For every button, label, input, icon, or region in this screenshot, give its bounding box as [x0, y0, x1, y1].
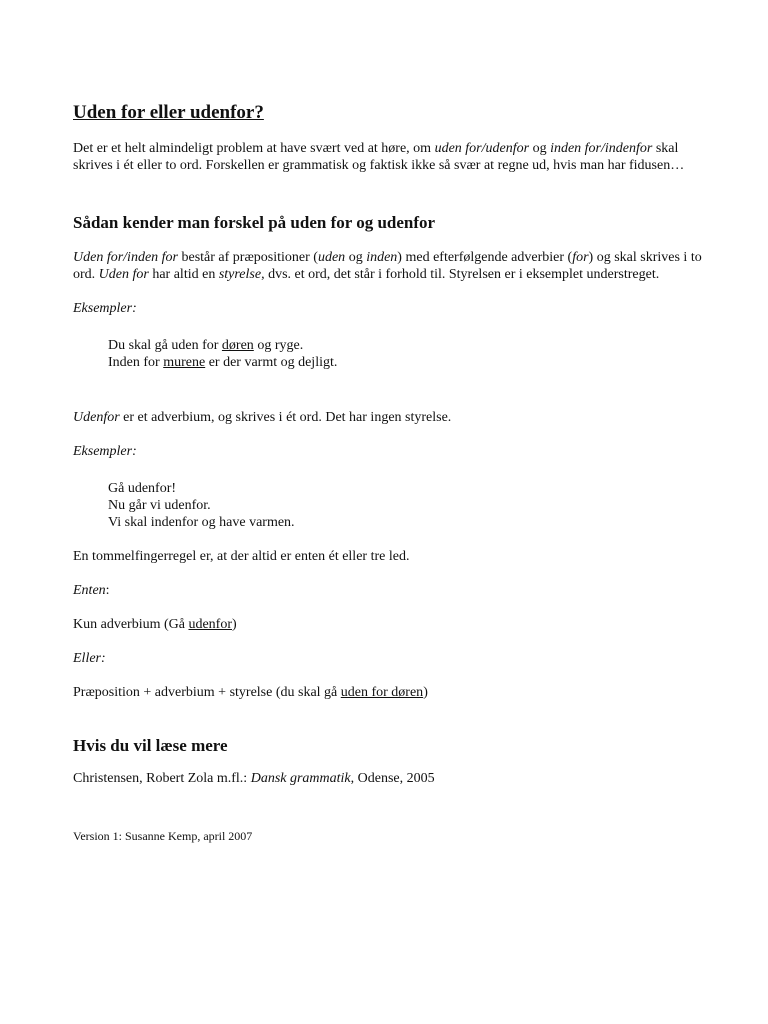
section-heading-difference: Sådan kender man forskel på uden for og udenfor [73, 213, 436, 232]
intro-text-2: og [529, 141, 551, 156]
version-footer: Version 1: Susanne Kemp, april 2007 [73, 829, 253, 843]
adverb-text: er et adverbium, og skrives i ét ord. Det har ingen styrelse. [119, 410, 452, 425]
example-2-text: Inden for [108, 355, 164, 370]
example-2 [73, 354, 703, 371]
reference-author: Christensen, Robert Zola m.fl.: [73, 771, 251, 786]
examples-label-2: Eksempler: [73, 444, 137, 459]
example-2-underlined: murene [163, 355, 206, 370]
adverb-paragraph [73, 409, 703, 426]
para-italic-6: styrelse [218, 267, 262, 282]
example-1-text: Du skal gå uden for [108, 338, 222, 353]
enten-italic: Enten [73, 583, 106, 598]
example-1-underlined: døren [221, 338, 254, 353]
para-italic-2: uden [317, 250, 346, 265]
example-1-tail: og ryge. [253, 338, 304, 353]
para-text-6: , dvs. et ord, det står i forhold til. Styrelsen er i eksemplet understreget. [261, 267, 660, 282]
para-text-5: har altid en [148, 267, 219, 282]
para-text-1: består af præpositioner ( [178, 250, 318, 265]
example-3: Gå udenfor! [108, 481, 177, 496]
intro-text-1: Det er et helt almindeligt problem at have svært ved at høre, om [73, 141, 435, 156]
section-heading-read-more: Hvis du vil læse mere [73, 736, 228, 755]
reference-tail: , Odense, 2005 [350, 771, 435, 786]
para-italic-4: for [572, 250, 589, 265]
rule-paragraph: En tommelfingerregel er, at der altid er enten ét eller tre led. [73, 549, 410, 564]
para-italic-1: Uden for/inden for [73, 250, 178, 265]
para-italic-3: inden [366, 250, 398, 265]
section1-paragraph [73, 249, 703, 283]
intro-paragraph [73, 140, 703, 174]
example-2-tail: er der varmt og dejligt. [205, 355, 338, 370]
para-text-4: ) og skal skrives i to ord. [73, 250, 702, 282]
example-1 [73, 337, 703, 354]
kun-underlined: udenfor [188, 617, 233, 632]
para-text-3: ) med efterfølgende adverbier ( [397, 250, 573, 265]
kun-paragraph [73, 616, 703, 633]
reference [73, 770, 703, 787]
reference-title: Dansk grammatik [250, 771, 351, 786]
intro-text-3: skal skrives i ét eller to ord. Forskellen er grammatisk og faktisk ikke så svær at regne ud, hvis man har fidusen… [73, 141, 685, 173]
para-text-2: og [345, 250, 367, 265]
para-italic-5: Uden for [98, 267, 149, 282]
eller-label: Eller: [73, 651, 106, 666]
enten-label [73, 582, 703, 599]
examples-label: Eksempler: [73, 301, 137, 316]
adverb-italic: Udenfor [73, 410, 120, 425]
document-title: Uden for eller udenfor? [73, 102, 264, 123]
example-5: Vi skal indenfor og have varmen. [108, 515, 295, 530]
kun-text: Kun adverbium (Gå [73, 617, 189, 632]
praep-tail: ) [423, 685, 428, 700]
document-page [73, 100, 703, 844]
intro-italic-1: uden for/udenfor [434, 141, 530, 156]
example-4: Nu går vi udenfor. [108, 498, 211, 513]
intro-italic-2: inden for/indenfor [550, 141, 653, 156]
kun-tail: ) [232, 617, 237, 632]
praep-underlined: uden for døren [340, 685, 424, 700]
enten-colon: : [105, 583, 110, 598]
praep-text: Præposition + adverbium + styrelse (du skal gå [73, 685, 341, 700]
praep-paragraph [73, 684, 703, 701]
